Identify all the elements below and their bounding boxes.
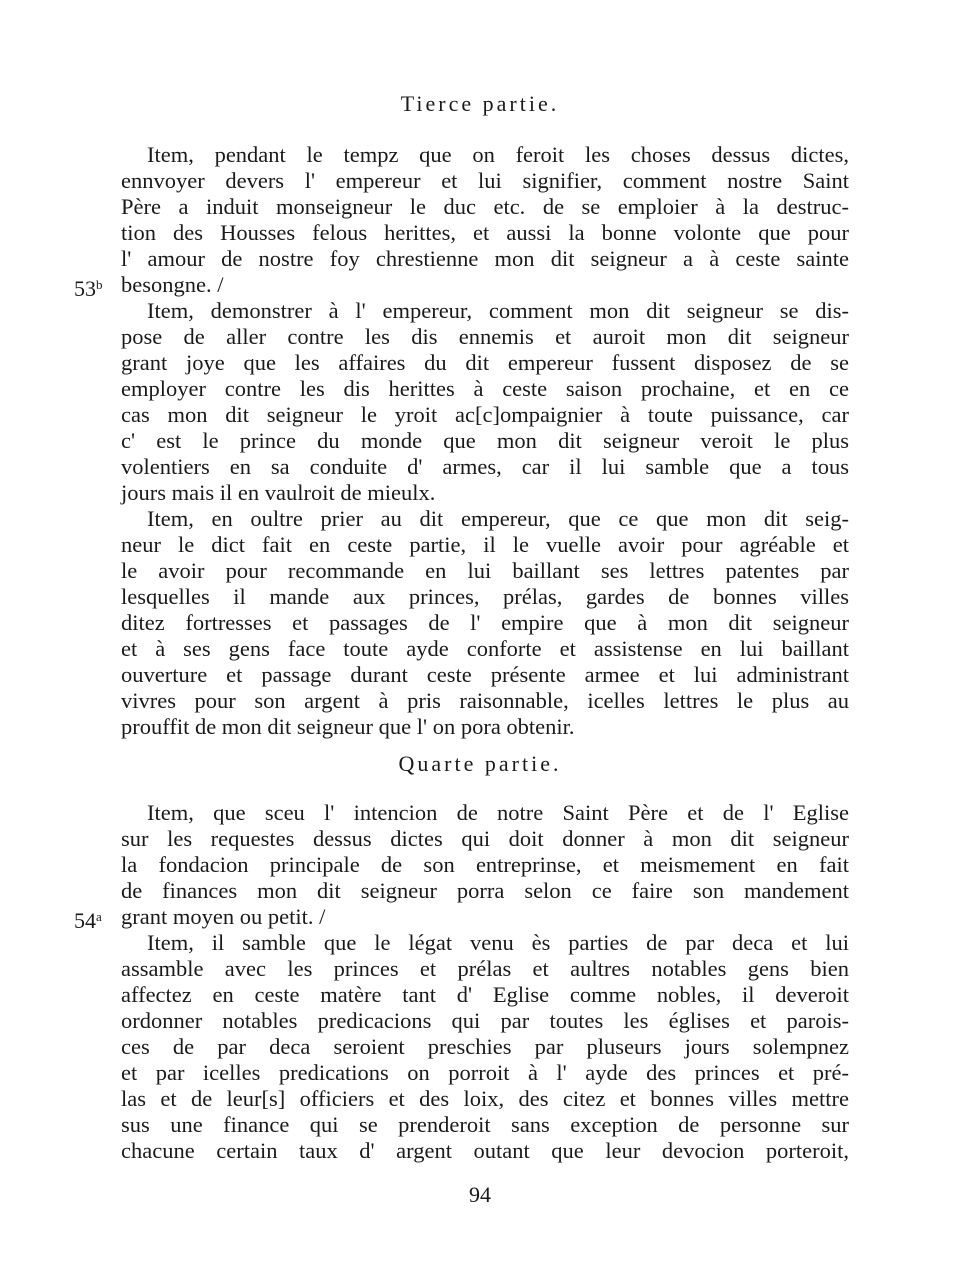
text-line: affectez en ceste matère tant d' Eglise comme nobles, il deveroit — [121, 982, 849, 1007]
text-line: Item, pendant le tempz que on feroit les choses dessus dictes, — [147, 142, 849, 167]
text-line: le avoir pour recommande en lui baillant ses lettres patentes par — [121, 558, 849, 583]
text-line: Père a induit monseigneur le duc etc. de se emploier à la destruc- — [121, 194, 849, 219]
text-line: ces de par deca seroient preschies par pluseurs jours solempnez — [121, 1034, 849, 1059]
text-line: assamble avec les princes et prélas et aultres notables gens bien — [121, 956, 849, 981]
text-line: pose de aller contre les dis ennemis et auroit mon dit seigneur — [121, 324, 849, 349]
text-line: tion des Housses felous herittes, et aussi la bonne volonte que pour — [121, 220, 849, 245]
text-line: employer contre les dis herittes à ceste saison prochaine, et en ce — [121, 376, 849, 401]
text-line: ouverture et passage durant ceste présente armee et lui administrant — [121, 662, 849, 687]
text-line: sus une finance qui se prenderoit sans exception de personne sur — [121, 1112, 849, 1137]
text-line: ennvoyer devers l' empereur et lui signifier, comment nostre Saint — [121, 168, 849, 193]
text-line: cas mon dit seigneur le yroit ac[c]ompaignier à toute puissance, car — [121, 402, 849, 427]
text-line: et par icelles predications on porroit à l' ayde des princes et pré- — [121, 1060, 849, 1085]
text-line: ditez fortresses et passages de l' empire que à mon dit seigneur — [121, 610, 849, 635]
text-line: Item, demonstrer à l' empereur, comment mon dit seigneur se dis- — [147, 298, 849, 323]
text-line: l' amour de nostre foy chrestienne mon dit seigneur a à ceste sainte — [121, 246, 849, 271]
text-line: de finances mon dit seigneur porra selon ce faire son mandement — [121, 878, 849, 903]
text-line: sur les requestes dessus dictes qui doit donner à mon dit seigneur — [121, 826, 849, 851]
margin-folio-note: 53$^b$ — [74, 276, 103, 301]
page-number: 94 — [469, 1182, 491, 1207]
text-line: besongne. / — [121, 272, 224, 297]
text-line: vivres pour son argent à pris raisonnable, icelles lettres le plus au — [121, 688, 849, 713]
text-line: Item, que sceu l' intencion de notre Saint Père et de l' Eglise — [147, 800, 849, 825]
text-line: la fondacion principale de son entreprinse, et meismement en fait — [121, 852, 849, 877]
text-line: neur le dict fait en ceste partie, il le vuelle avoir pour agréable et — [121, 532, 849, 557]
text-line: lesquelles il mande aux princes, prélas, gardes de bonnes villes — [121, 584, 849, 609]
text-line: Item, en oultre prier au dit empereur, que ce que mon dit seig- — [147, 506, 849, 531]
text-line: Item, il samble que le légat venu ès parties de par deca et lui — [147, 930, 849, 955]
text-line: las et de leur[s] officiers et des loix, des citez et bonnes villes mettre — [121, 1086, 849, 1111]
text-line: et à ses gens face toute ayde conforte et assistense en lui baillant — [121, 636, 849, 661]
margin-folio-note: 54$^a$ — [74, 908, 102, 933]
section-heading: Tierce partie. — [400, 91, 560, 116]
text-line: c' est le prince du monde que mon dit seigneur veroit le plus — [121, 428, 849, 453]
text-line: volentiers en sa conduite d' armes, car il lui samble que a tous — [121, 454, 849, 479]
text-line: ordonner notables predicacions qui par toutes les églises et parois- — [121, 1008, 849, 1033]
text-line: prouffit de mon dit seigneur que l' on pora obtenir. — [121, 714, 575, 739]
section-heading: Quarte partie. — [398, 751, 562, 776]
text-line: grant joye que les affaires du dit empereur fussent disposez de se — [121, 350, 849, 375]
text-line: jours mais il en vaulroit de mieulx. — [121, 480, 436, 505]
text-line: grant moyen ou petit. / — [121, 904, 326, 929]
text-line: chacune certain taux d' argent outant que leur devocion porteroit, — [121, 1138, 849, 1163]
